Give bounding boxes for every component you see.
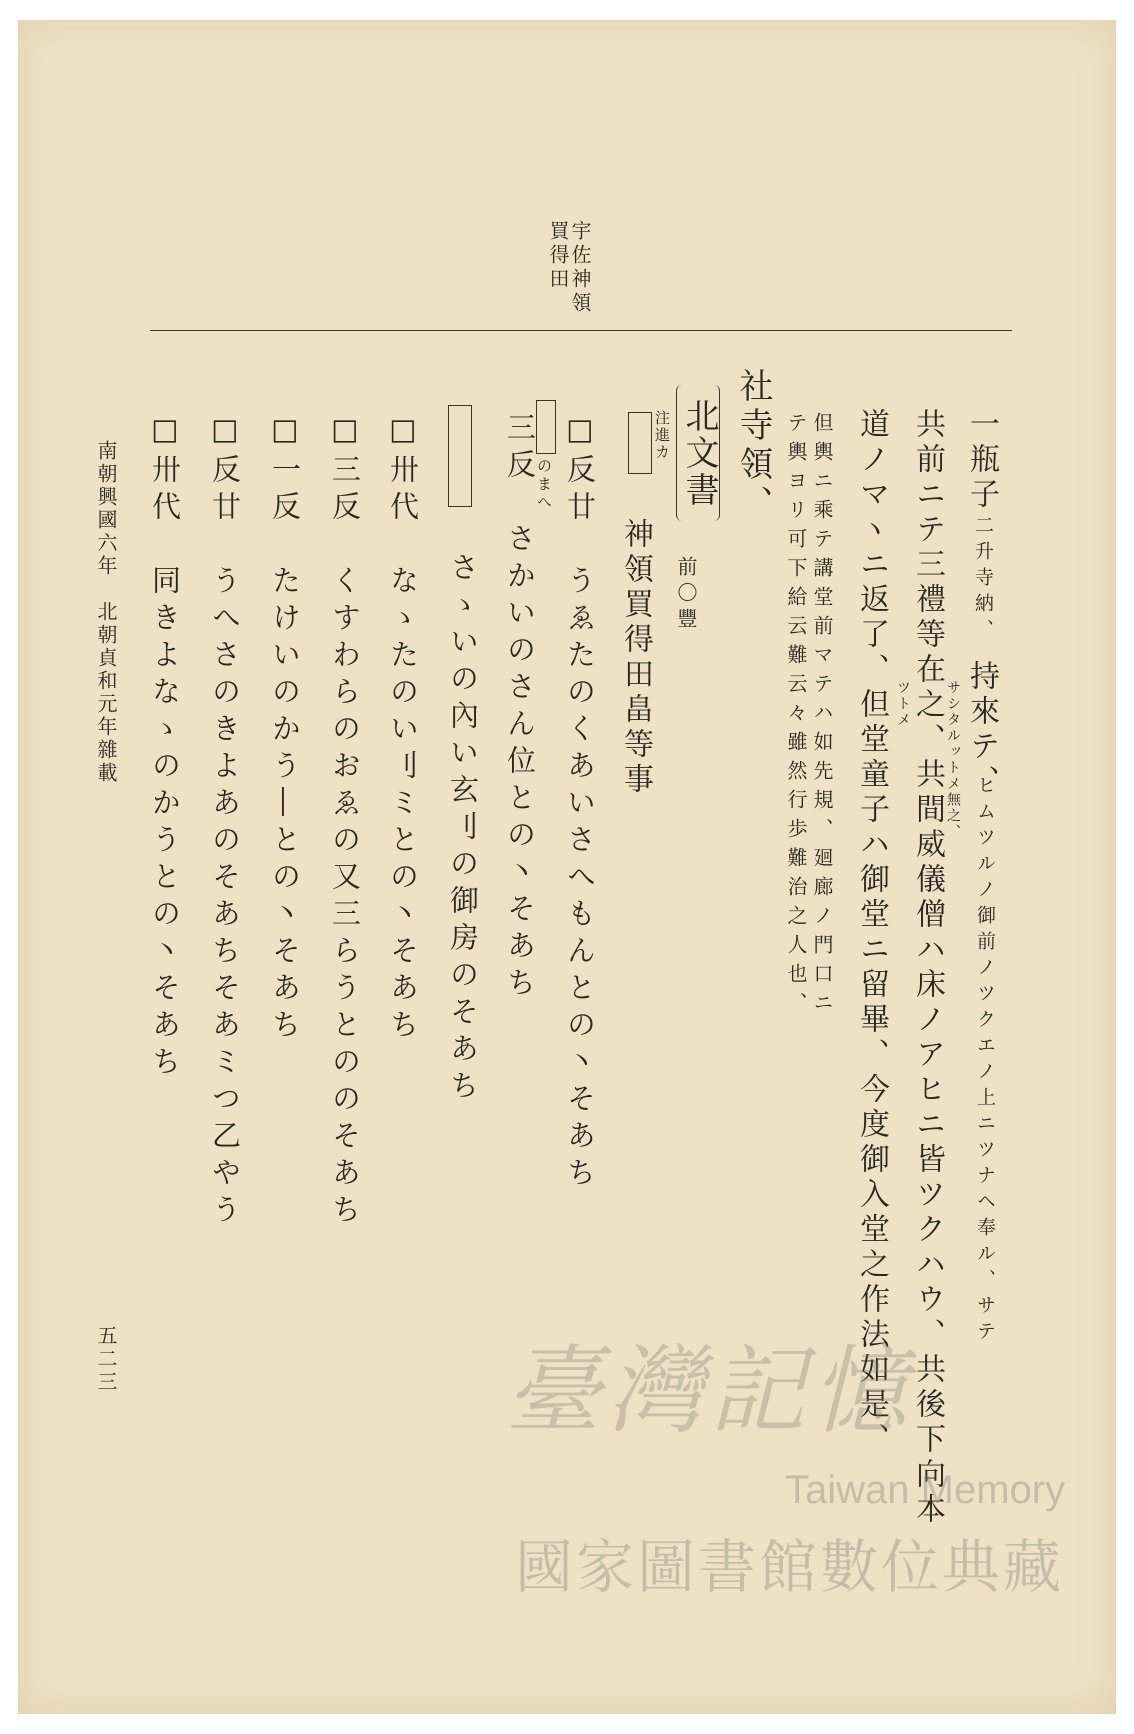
- watermark-library: 國家圖書館數位典藏: [515, 1533, 1065, 1601]
- watermark-english: Taiwan Memory: [785, 1468, 1066, 1512]
- header-col-1: 宇佐神領: [568, 220, 592, 316]
- register-row-2-ruby: のまへ: [535, 458, 553, 512]
- register-row-8: □卅代 同きよなゝのかうとの丶そあち: [148, 412, 182, 1083]
- row-2-box: [536, 400, 556, 454]
- item-title-box: [628, 412, 652, 474]
- register-row-4: □卅代 なゝたのい刂ミとの丶そあち: [386, 412, 420, 1046]
- text-col-1-main-2: 持來テ、: [964, 660, 999, 800]
- header-rule: [150, 330, 1012, 331]
- text-col-2-ruby: ツトメ: [895, 680, 911, 728]
- register-row-5: □三反 くすわらのおゑの又三らうとののそあち: [328, 412, 362, 1231]
- item-title: 神領買得田畠等事: [618, 518, 653, 798]
- text-col-1-main: 一瓶子: [964, 408, 999, 513]
- page-number: 五二三: [94, 1325, 118, 1394]
- register-row-3: さゝいの內い玄刂の御房のそあち: [446, 552, 480, 1107]
- register-row-6: □一反 たけいのかう―との丶そあち: [268, 412, 302, 1046]
- watermark-calligraphy: 臺灣記憶: [505, 1335, 913, 1447]
- text-col-1-ruby: サシタルットメ無之、: [945, 680, 961, 840]
- header-col-2: 買得田: [546, 220, 570, 292]
- register-row-2: 三反 さかいのさん位との丶そあち: [503, 412, 537, 1004]
- register-row-7: □反廿 うへさのきよあのそあちそあミつ乙やう: [208, 412, 242, 1231]
- text-col-2: 共前ニテ三禮等在之、共間威儀僧ハ床ノアヒニ皆ツクハウ、共後下向本: [910, 408, 945, 1528]
- text-col-5: テ輿ヨリ可下給云難云々雖然行歩難治之人也、: [784, 412, 808, 1021]
- row-3-box: [448, 405, 472, 507]
- text-col-4: 但輿ニ乘テ講堂前マテハ如先規、廻廊ノ門口ニ: [810, 412, 834, 1021]
- text-col-1-note: 二升寺納、: [972, 515, 994, 645]
- register-row-1: □反廿 うゑたのくあいさへもんとの丶そあち: [563, 412, 597, 1194]
- doc-subtitle: 注進カ: [653, 410, 671, 461]
- doc-note: 前〇豐: [674, 556, 698, 634]
- text-col-3: 道ノマヽニ返了、但堂童子ハ御堂ニ留畢、今度御入堂之作法如是、: [854, 408, 889, 1458]
- doc-title: 北文書: [679, 398, 719, 509]
- text-col-1-note-2: ヒムツルノ御前ノツクエノ上ニツナヘ奉ル、サテ: [974, 775, 996, 1347]
- running-title: 南朝興國六年 北朝貞和元年雜載: [94, 440, 118, 785]
- section-heading: 社寺領、: [733, 368, 773, 524]
